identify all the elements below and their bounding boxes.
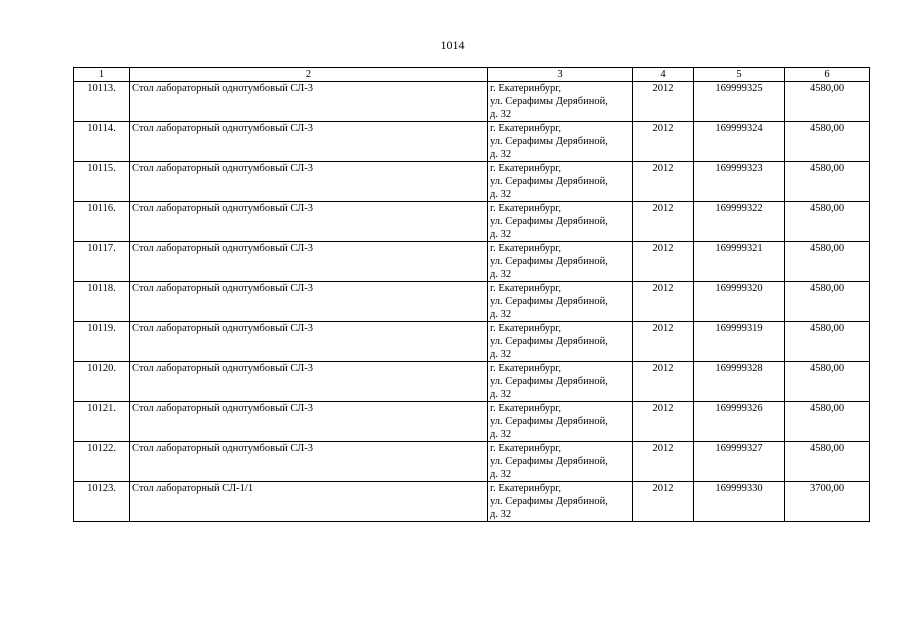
row-number: 10121.: [74, 402, 130, 442]
item-address: [488, 402, 633, 442]
address-line: д. 32: [490, 189, 512, 200]
item-value: 4580,00: [785, 122, 870, 162]
item-address: [488, 82, 633, 122]
address-line: г. Екатеринбург,: [490, 163, 562, 174]
inventory-number: 169999322: [694, 202, 785, 242]
address-line: г. Екатеринбург,: [490, 123, 562, 134]
property-registry-table: [73, 67, 870, 522]
address-line: ул. Серафимы Дерябиной,: [490, 336, 608, 347]
row-number: 10117.: [74, 242, 130, 282]
inventory-number: 169999320: [694, 282, 785, 322]
table-row: [74, 82, 870, 122]
row-number: 10122.: [74, 442, 130, 482]
inventory-number: 169999330: [694, 482, 785, 522]
item-address: [488, 162, 633, 202]
item-value: 4580,00: [785, 242, 870, 282]
row-number: 10114.: [74, 122, 130, 162]
item-value: 4580,00: [785, 442, 870, 482]
page-number: 1014: [440, 38, 465, 52]
address-line: г. Екатеринбург,: [490, 443, 562, 454]
item-address: [488, 362, 633, 402]
address-line: г. Екатеринбург,: [490, 363, 562, 374]
table-row: [74, 362, 870, 402]
item-year: 2012: [633, 82, 694, 122]
address-line: ул. Серафимы Дерябиной,: [490, 496, 608, 507]
address-line: д. 32: [490, 269, 512, 280]
item-value: 3700,00: [785, 482, 870, 522]
inventory-number: 169999326: [694, 402, 785, 442]
inventory-number: 169999319: [694, 322, 785, 362]
row-number: 10118.: [74, 282, 130, 322]
item-address: [488, 122, 633, 162]
item-name: Стол лабораторный однотумбовый СЛ-3: [130, 282, 488, 322]
item-year: 2012: [633, 442, 694, 482]
table-row: [74, 242, 870, 282]
inventory-number: 169999321: [694, 242, 785, 282]
address-line: д. 32: [490, 309, 512, 320]
item-year: 2012: [633, 122, 694, 162]
item-address: [488, 202, 633, 242]
table-row: [74, 162, 870, 202]
address-line: г. Екатеринбург,: [490, 483, 562, 494]
item-year: 2012: [633, 482, 694, 522]
address-line: ул. Серафимы Дерябиной,: [490, 416, 608, 427]
address-line: г. Екатеринбург,: [490, 243, 562, 254]
address-line: г. Екатеринбург,: [490, 403, 562, 414]
item-year: 2012: [633, 362, 694, 402]
item-name: Стол лабораторный однотумбовый СЛ-3: [130, 402, 488, 442]
column-header-2: 2: [130, 68, 488, 82]
item-value: 4580,00: [785, 162, 870, 202]
address-line: д. 32: [490, 389, 512, 400]
item-year: 2012: [633, 202, 694, 242]
item-value: 4580,00: [785, 402, 870, 442]
item-year: 2012: [633, 162, 694, 202]
address-line: г. Екатеринбург,: [490, 323, 562, 334]
item-address: [488, 482, 633, 522]
item-name: Стол лабораторный однотумбовый СЛ-3: [130, 322, 488, 362]
inventory-number: 169999323: [694, 162, 785, 202]
item-year: 2012: [633, 402, 694, 442]
inventory-number: 169999324: [694, 122, 785, 162]
item-name: Стол лабораторный однотумбовый СЛ-3: [130, 242, 488, 282]
address-line: ул. Серафимы Дерябиной,: [490, 456, 608, 467]
item-name: Стол лабораторный СЛ-1/1: [130, 482, 488, 522]
table-row: [74, 322, 870, 362]
address-line: д. 32: [490, 109, 512, 120]
item-address: [488, 242, 633, 282]
address-line: д. 32: [490, 149, 512, 160]
address-line: ул. Серафимы Дерябиной,: [490, 376, 608, 387]
table-row: [74, 202, 870, 242]
row-number: 10120.: [74, 362, 130, 402]
item-name: Стол лабораторный однотумбовый СЛ-3: [130, 162, 488, 202]
row-number: 10123.: [74, 482, 130, 522]
item-year: 2012: [633, 322, 694, 362]
inventory-number: 169999328: [694, 362, 785, 402]
address-line: г. Екатеринбург,: [490, 203, 562, 214]
row-number: 10119.: [74, 322, 130, 362]
row-number: 10115.: [74, 162, 130, 202]
table-row: [74, 442, 870, 482]
address-line: г. Екатеринбург,: [490, 283, 562, 294]
inventory-number: 169999325: [694, 82, 785, 122]
item-value: 4580,00: [785, 322, 870, 362]
item-name: Стол лабораторный однотумбовый СЛ-3: [130, 82, 488, 122]
item-value: 4580,00: [785, 202, 870, 242]
address-line: ул. Серафимы Дерябиной,: [490, 96, 608, 107]
row-number: 10116.: [74, 202, 130, 242]
item-value: 4580,00: [785, 82, 870, 122]
address-line: д. 32: [490, 509, 512, 520]
item-year: 2012: [633, 282, 694, 322]
item-year: 2012: [633, 242, 694, 282]
table-row: [74, 282, 870, 322]
address-line: д. 32: [490, 229, 512, 240]
item-value: 4580,00: [785, 362, 870, 402]
address-line: ул. Серафимы Дерябиной,: [490, 296, 608, 307]
item-name: Стол лабораторный однотумбовый СЛ-3: [130, 362, 488, 402]
row-number: 10113.: [74, 82, 130, 122]
item-name: Стол лабораторный однотумбовый СЛ-3: [130, 122, 488, 162]
column-header-3: 3: [488, 68, 633, 82]
item-value: 4580,00: [785, 282, 870, 322]
column-header-4: 4: [633, 68, 694, 82]
address-line: ул. Серафимы Дерябиной,: [490, 136, 608, 147]
column-header-6: 6: [785, 68, 870, 82]
table-row: [74, 122, 870, 162]
address-line: ул. Серафимы Дерябиной,: [490, 176, 608, 187]
item-address: [488, 282, 633, 322]
address-line: ул. Серафимы Дерябиной,: [490, 216, 608, 227]
item-name: Стол лабораторный однотумбовый СЛ-3: [130, 202, 488, 242]
column-header-5: 5: [694, 68, 785, 82]
inventory-number: 169999327: [694, 442, 785, 482]
address-line: ул. Серафимы Дерябиной,: [490, 256, 608, 267]
address-line: д. 32: [490, 469, 512, 480]
item-address: [488, 322, 633, 362]
address-line: г. Екатеринбург,: [490, 83, 562, 94]
item-name: Стол лабораторный однотумбовый СЛ-3: [130, 442, 488, 482]
header-row: [74, 68, 870, 82]
column-header-1: 1: [74, 68, 130, 82]
address-line: д. 32: [490, 349, 512, 360]
table-row: [74, 482, 870, 522]
table-body: [74, 82, 870, 522]
address-line: д. 32: [490, 429, 512, 440]
item-address: [488, 442, 633, 482]
table-row: [74, 402, 870, 442]
